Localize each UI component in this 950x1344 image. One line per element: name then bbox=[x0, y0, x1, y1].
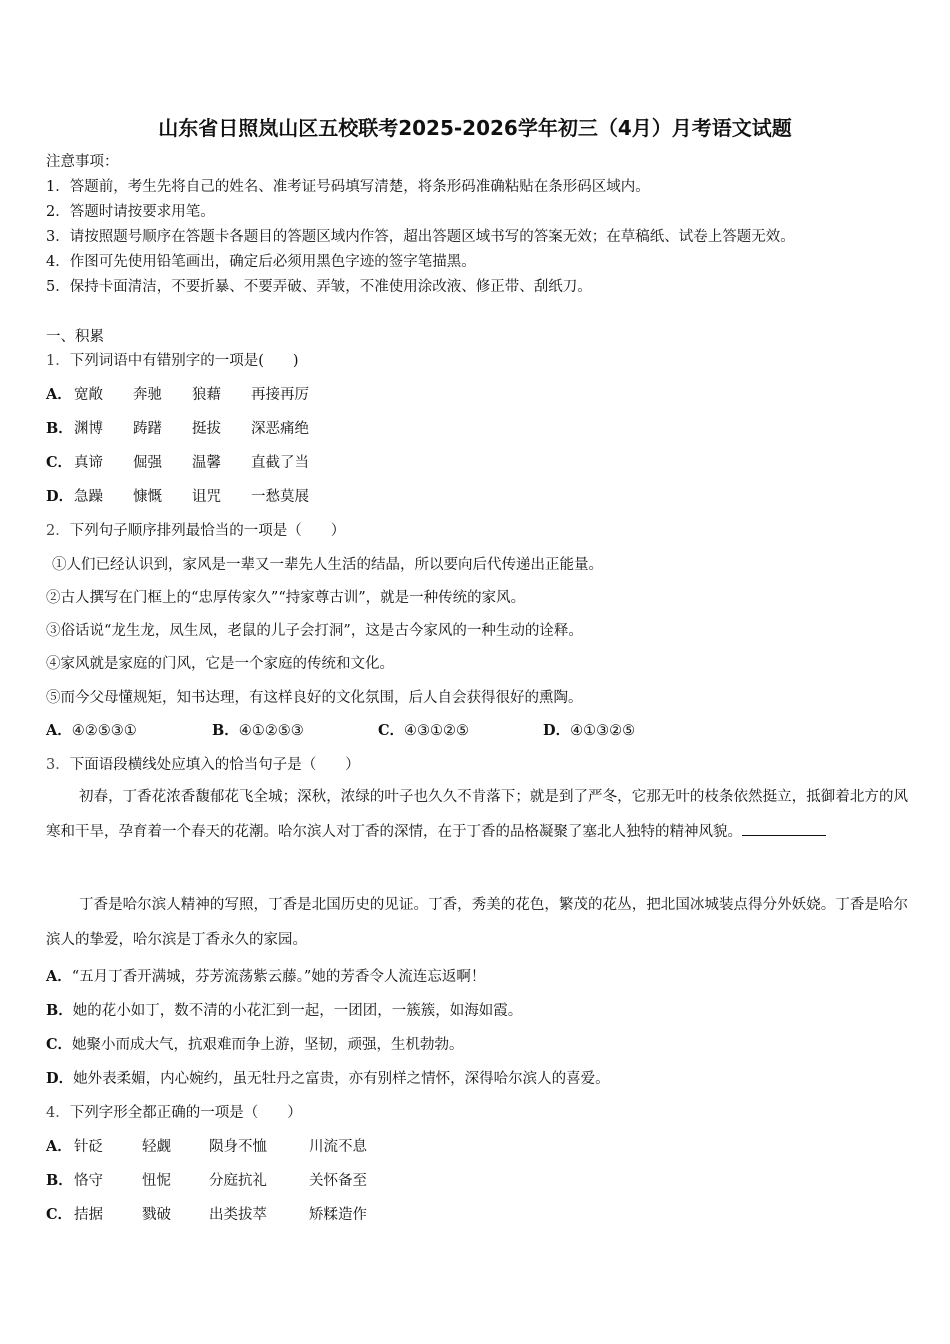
option-d: D．她外表柔媚，内心婉约，虽无牡丹之富贵，亦有别样之情怀，深得哈尔滨人的喜爱。 bbox=[46, 1070, 610, 1087]
question-3-stem bbox=[46, 755, 360, 775]
question-text: 下列字形全都正确的一项是（ ） bbox=[69, 1105, 302, 1121]
option-b: B． bbox=[46, 1172, 73, 1189]
option-b: B．④①②⑤③ bbox=[212, 722, 304, 739]
sentence-1: ①人们已经认识到，家风是一辈又一辈先人生活的结晶，所以要向后代传递出正能量。 bbox=[52, 557, 603, 573]
answer-blank bbox=[742, 819, 826, 836]
option-a: A．④②⑤③① bbox=[46, 722, 137, 739]
option-word: 真谛 bbox=[74, 455, 103, 471]
option-c: C．她聚小而成大气，抗艰难而争上游，坚韧，顽强，生机勃勃。 bbox=[46, 1036, 464, 1053]
option-word: 轻觑 bbox=[142, 1139, 171, 1155]
option-word: 渊博 bbox=[74, 421, 103, 437]
option-word: 恪守 bbox=[74, 1173, 103, 1189]
option-word: 戮破 bbox=[142, 1207, 171, 1223]
option-a: A． bbox=[46, 1138, 72, 1155]
option-a: A． bbox=[46, 386, 72, 403]
question-number: 3． bbox=[46, 757, 70, 773]
option-word: 拮据 bbox=[74, 1207, 103, 1223]
option-word: 深恶痛绝 bbox=[251, 421, 309, 437]
option-word: 陨身不恤 bbox=[209, 1139, 267, 1155]
option-a: A．“五月丁香开满城，芬芳流荡紫云藤。”她的芳香令人流连忘返啊！ bbox=[46, 968, 486, 985]
option-word: 一愁莫展 bbox=[251, 489, 309, 505]
option-d: D． bbox=[46, 488, 74, 505]
option-word: 倔强 bbox=[133, 455, 162, 471]
option-word: 针砭 bbox=[74, 1139, 103, 1155]
notice-heading: 注意事项： bbox=[46, 154, 119, 170]
option-word: 踌躇 bbox=[133, 421, 162, 437]
passage-paragraph-2: 丁香是哈尔滨人精神的写照，丁香是北国历史的见证。丁香，秀美的花色，繁茂的花丛，把北国冰城装点得分外妖娆。丁香是哈尔滨人的挚爱，哈尔滨是丁香永久的家园。 bbox=[46, 897, 908, 948]
option-word: 再接再厉 bbox=[251, 387, 309, 403]
page-title: 山东省日照岚山区五校联考2025-2026学年初三（4月）月考语文试题 bbox=[158, 116, 792, 140]
notice-item: 3．请按照题号顺序在答题卡各题目的答题区域内作答，超出答题区域书写的答案无效；在草稿纸、试卷上答题无效。 bbox=[46, 229, 795, 245]
option-word: 慷慨 bbox=[133, 489, 162, 505]
notice-item: 5．保持卡面清洁，不要折暴、不要弄破、弄皱，不准使用涂改液、修正带、刮纸刀。 bbox=[46, 279, 592, 295]
option-word: 狼藉 bbox=[192, 387, 221, 403]
sentence-5: ⑤而今父母懂规矩，知书达理，有这样良好的文化氛围，后人自会获得很好的熏陶。 bbox=[46, 690, 583, 706]
option-word: 诅咒 bbox=[192, 489, 221, 505]
option-word: 温馨 bbox=[192, 455, 221, 471]
option-c: C． bbox=[46, 1206, 73, 1223]
question-text: 下列句子顺序排列最恰当的一项是（ ） bbox=[69, 523, 346, 539]
option-d: D．④①③②⑤ bbox=[543, 722, 636, 739]
option-c: C．④③①②⑤ bbox=[378, 722, 470, 739]
sentence-4: ④家风就是家庭的门风，它是一个家庭的传统和文化。 bbox=[46, 656, 394, 672]
question-number: 2． bbox=[46, 523, 70, 539]
option-word: 急躁 bbox=[74, 489, 103, 505]
option-word: 宽敞 bbox=[74, 387, 103, 403]
option-word: 忸怩 bbox=[142, 1173, 171, 1189]
option-b: B．她的花小如丁，数不清的小花汇到一起，一团团，一簇簇，如海如霞。 bbox=[46, 1002, 523, 1019]
question-4-stem bbox=[46, 1103, 302, 1123]
notice-item: 4．作图可先使用铅笔画出，确定后必须用黑色字迹的签字笔描黑。 bbox=[46, 254, 476, 270]
option-word: 关怀备至 bbox=[309, 1173, 367, 1189]
question-text: 下面语段横线处应填入的恰当句子是（ ） bbox=[69, 757, 360, 773]
question-1-stem bbox=[46, 351, 299, 371]
passage-paragraph-1: 初春，丁香花浓香馥郁花飞全城；深秋，浓绿的叶子也久久不肯落下；就是到了严冬，它那无叶的枝条依然挺立，抵御着北方的风寒和干旱，孕育着一个春天的花潮。哈尔滨人对丁香的深情，在于丁香的品格凝聚了塞北人独特的精神风貌。 bbox=[46, 789, 908, 840]
question-2-stem bbox=[46, 521, 345, 541]
option-word: 奔驰 bbox=[133, 387, 162, 403]
question-number: 1． bbox=[46, 353, 70, 369]
option-b: B． bbox=[46, 420, 73, 437]
option-word: 直截了当 bbox=[251, 455, 309, 471]
option-word: 分庭抗礼 bbox=[209, 1173, 267, 1189]
option-c: C． bbox=[46, 454, 73, 471]
question-text: 下列词语中有错别字的一项是( ) bbox=[69, 353, 299, 369]
option-word: 挺拔 bbox=[192, 421, 221, 437]
option-word: 川流不息 bbox=[309, 1139, 367, 1155]
option-word: 出类拔萃 bbox=[209, 1207, 267, 1223]
notice-item: 1．答题前，考生先将自己的姓名、准考证号码填写清楚，将条形码准确粘贴在条形码区域内。 bbox=[46, 179, 650, 195]
question-number: 4． bbox=[46, 1105, 70, 1121]
option-word: 矫糅造作 bbox=[309, 1207, 367, 1223]
section-heading: 一、积累 bbox=[46, 329, 104, 345]
sentence-2: ②古人撰写在门框上的“忠厚传家久”“持家尊古训”，就是一种传统的家风。 bbox=[46, 590, 526, 606]
notice-item: 2．答题时请按要求用笔。 bbox=[46, 204, 215, 220]
sentence-3: ③俗话说“龙生龙，凤生凤，老鼠的儿子会打洞”，这是古今家风的一种生动的诠释。 bbox=[46, 623, 583, 639]
